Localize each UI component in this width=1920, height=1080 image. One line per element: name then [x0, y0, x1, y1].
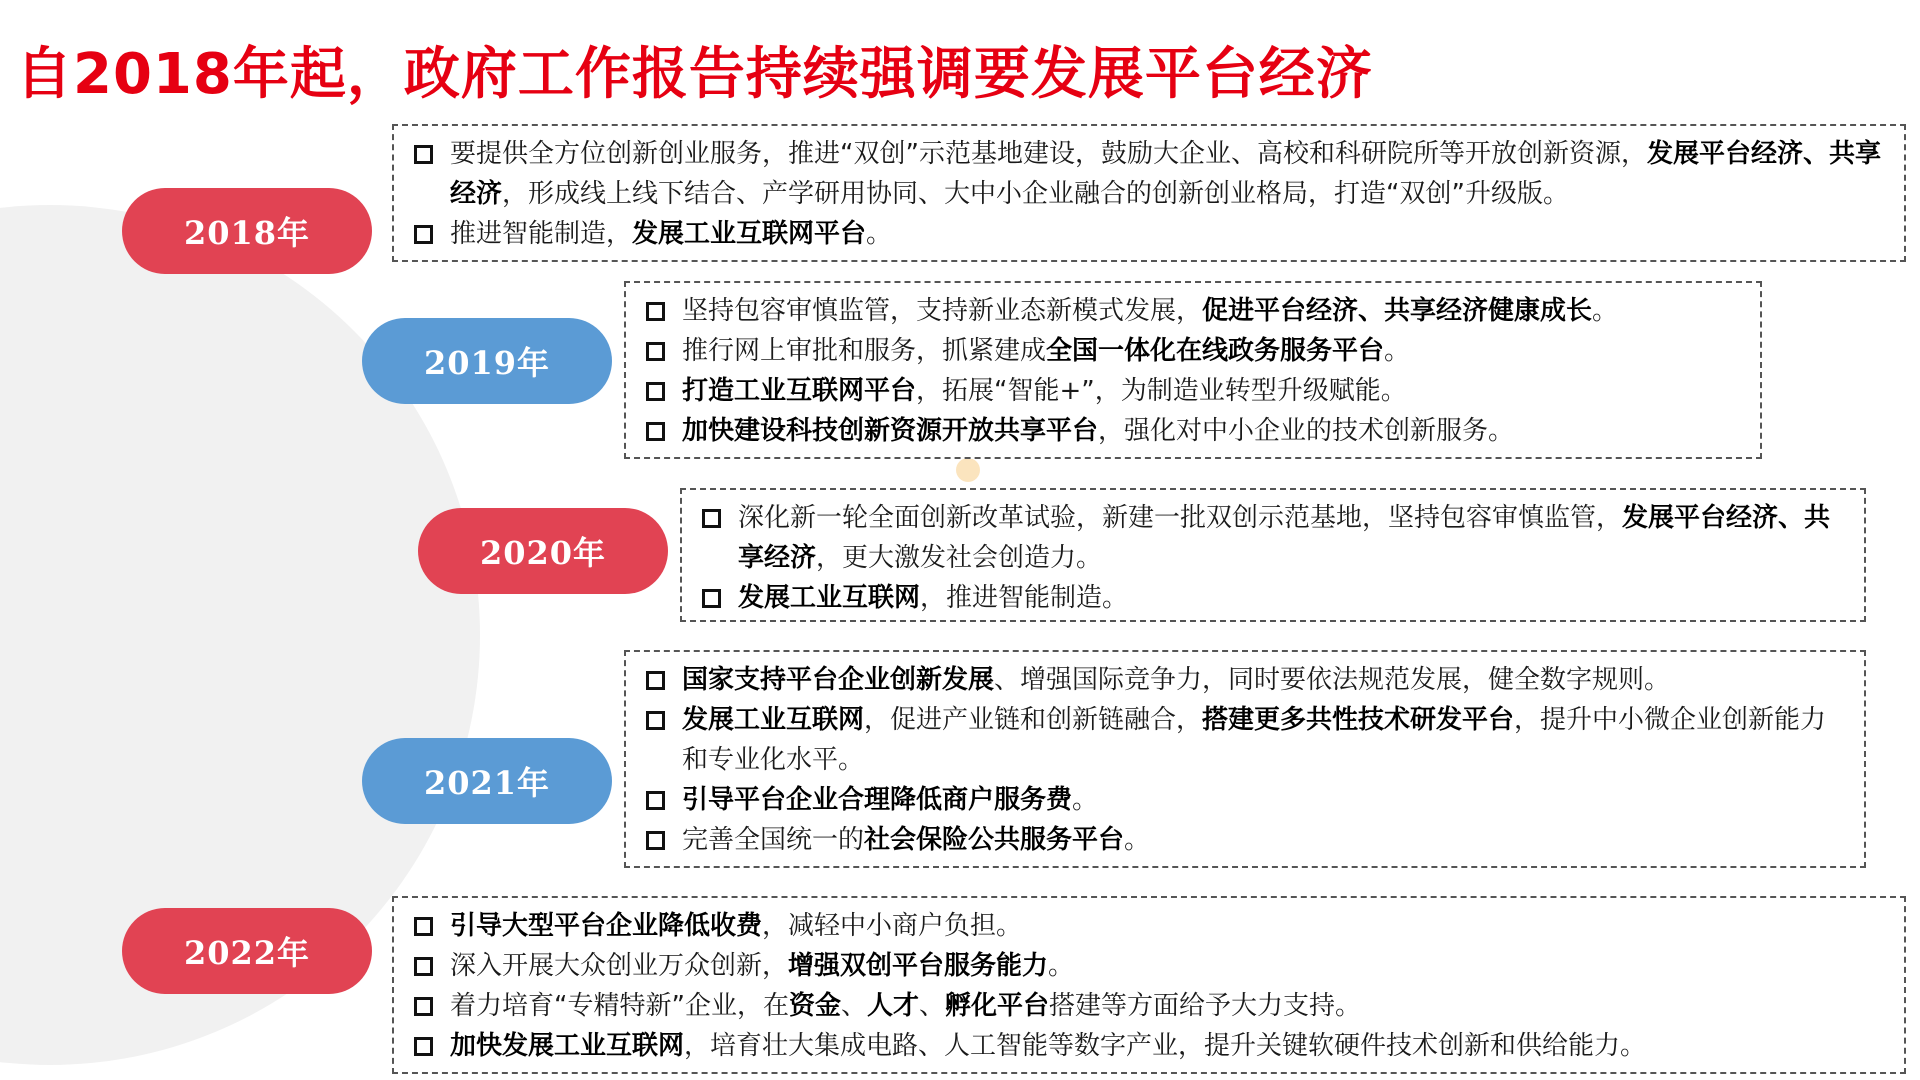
bold-text: 发展平台经济、共享经济	[738, 503, 1831, 573]
bold-text: 引导平台企业合理降低商户服务费	[682, 785, 1073, 815]
text: 要提供全方位创新创业服务，推进“双创”示范基地建设，鼓励大企业、高校和科研院所等开放创新资源，	[450, 139, 1647, 169]
checkbox-bullet-icon	[702, 509, 721, 528]
year-box-2021	[624, 650, 1866, 868]
bullet-item	[698, 578, 1852, 618]
item-list	[698, 498, 1852, 618]
bold-text: 孵化平台	[945, 991, 1050, 1021]
bullet-item	[410, 134, 1892, 214]
item-list	[642, 291, 1748, 451]
bold-text: 促进平台经济、共享经济健康成长	[1202, 296, 1593, 326]
bold-text: 加快建设科技创新资源开放共享平台	[682, 416, 1099, 446]
year-pill-2022: 2022年	[122, 908, 372, 994]
text: 深入开展大众创业万众创新，	[450, 951, 789, 981]
checkbox-bullet-icon	[646, 382, 665, 401]
bold-text: 发展工业互联网平台	[632, 219, 867, 249]
text: 、	[919, 991, 946, 1021]
item-list	[642, 660, 1852, 860]
checkbox-bullet-icon	[414, 957, 433, 976]
text: 完善全国统一的	[682, 825, 865, 855]
bold-text: 国家支持平台企业创新发展	[682, 665, 995, 695]
text: 。	[1048, 951, 1075, 981]
year-box-2020	[680, 488, 1866, 622]
bullet-item	[642, 411, 1748, 451]
bold-text: 打造工业互联网平台	[682, 376, 917, 406]
year-pill-2021: 2021年	[362, 738, 612, 824]
text: ，培育壮大集成电路、人工智能等数字产业，提升关键软硬件技术创新和供给能力。	[684, 1031, 1647, 1061]
bullet-item	[642, 291, 1748, 331]
text: 推行网上审批和服务，抓紧建成	[682, 336, 1047, 366]
bullet-item	[642, 700, 1852, 780]
bullet-item	[642, 371, 1748, 411]
bullet-item	[642, 780, 1852, 820]
bold-text: 发展平台经济、共享经济	[450, 139, 1881, 209]
bold-text: 加快发展工业互联网	[450, 1031, 685, 1061]
year-box-2018	[392, 124, 1906, 262]
year-box-2022	[392, 896, 1906, 1074]
text: ，提升中小微企业创新能力和专业化水平。	[682, 705, 1827, 775]
bold-text: 发展工业互联网	[738, 583, 921, 613]
year-pill-2020: 2020年	[418, 508, 668, 594]
text: 搭建等方面给予大力支持。	[1049, 991, 1362, 1021]
bold-text: 引导大型平台企业降低收费	[450, 911, 763, 941]
item-list	[410, 134, 1892, 254]
checkbox-bullet-icon	[646, 711, 665, 730]
text: 。	[1072, 785, 1099, 815]
text: ，拓展“智能+”，为制造业转型升级赋能。	[916, 376, 1407, 406]
bullet-item	[410, 906, 1892, 946]
bold-text: 发展工业互联网	[682, 705, 865, 735]
text: 。	[866, 219, 893, 249]
bullet-item	[642, 660, 1852, 700]
bold-text: 社会保险公共服务平台	[864, 825, 1125, 855]
bullet-item	[698, 498, 1852, 578]
checkbox-bullet-icon	[646, 342, 665, 361]
checkbox-bullet-icon	[646, 791, 665, 810]
checkbox-bullet-icon	[414, 225, 433, 244]
bold-text: 人才	[866, 991, 919, 1021]
bold-text: 资金	[788, 991, 841, 1021]
text: ，强化对中小企业的技术创新服务。	[1098, 416, 1515, 446]
checkbox-bullet-icon	[646, 422, 665, 441]
text: 推进智能制造，	[450, 219, 633, 249]
checkbox-bullet-icon	[414, 917, 433, 936]
bullet-item	[642, 820, 1852, 860]
checkbox-bullet-icon	[646, 831, 665, 850]
text: 。	[1384, 336, 1411, 366]
year-box-2019	[624, 281, 1762, 459]
bold-text: 增强双创平台服务能力	[788, 951, 1049, 981]
text: 、增强国际竞争力，同时要依法规范发展，健全数字规则。	[994, 665, 1671, 695]
text: 深化新一轮全面创新改革试验，新建一批双创示范基地，坚持包容审慎监管，	[738, 503, 1623, 533]
page-title: 自2018年起，政府工作报告持续强调要发展平台经济	[16, 42, 1373, 107]
year-pill-2018: 2018年	[122, 188, 372, 274]
item-list	[410, 906, 1892, 1066]
checkbox-bullet-icon	[702, 589, 721, 608]
bullet-item	[410, 986, 1892, 1026]
text: 着力培育“专精特新”企业，在	[450, 991, 789, 1021]
bold-text: 全国一体化在线政务服务平台	[1046, 336, 1385, 366]
bullet-item	[410, 214, 1892, 254]
bullet-item	[410, 1026, 1892, 1066]
text: 坚持包容审慎监管，支持新业态新模式发展，	[682, 296, 1203, 326]
year-pill-2019: 2019年	[362, 318, 612, 404]
bold-text: 搭建更多共性技术研发平台	[1202, 705, 1515, 735]
text: ，推进智能制造。	[920, 583, 1129, 613]
bullet-item	[410, 946, 1892, 986]
text: 、	[840, 991, 867, 1021]
text: ，减轻中小商户负担。	[762, 911, 1023, 941]
checkbox-bullet-icon	[414, 997, 433, 1016]
checkbox-bullet-icon	[646, 302, 665, 321]
bullet-item	[642, 331, 1748, 371]
checkbox-bullet-icon	[414, 145, 433, 164]
checkbox-bullet-icon	[414, 1037, 433, 1056]
text: ，更大激发社会创造力。	[816, 543, 1103, 573]
text: ，形成线上线下结合、产学研用协同、大中小企业融合的创新创业格局，打造“双创”升级版。	[502, 179, 1569, 209]
text: 。	[1592, 296, 1619, 326]
text: 。	[1124, 825, 1151, 855]
text: ，促进产业链和创新链融合，	[864, 705, 1203, 735]
checkbox-bullet-icon	[646, 671, 665, 690]
